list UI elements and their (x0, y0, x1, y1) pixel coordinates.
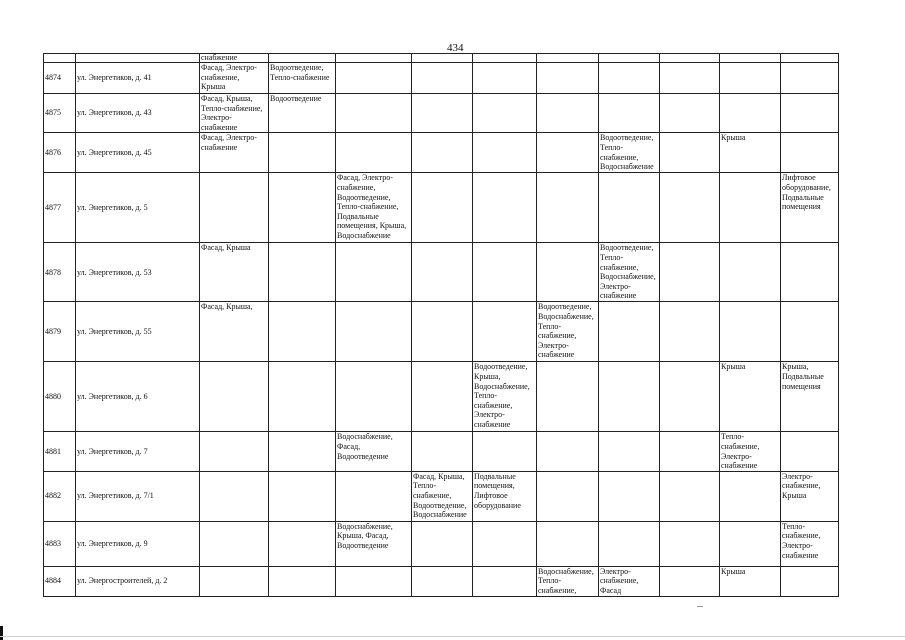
work-type-cell (473, 566, 537, 596)
table-row (44, 173, 839, 243)
table-cell (269, 54, 336, 63)
work-type-cell: Электро- снабжение, Фасад (599, 566, 660, 596)
work-type-cell (200, 471, 269, 521)
work-type-cell (412, 94, 473, 133)
table-row (44, 471, 839, 521)
work-type-cell: Электро- снабжение, Крыша (781, 471, 839, 521)
work-type-cell (781, 63, 839, 94)
row-address: ул. Энергетиков, д. 45 (76, 133, 200, 173)
table-row (44, 133, 839, 173)
work-type-cell (336, 133, 412, 173)
table-cell (473, 54, 537, 63)
work-type-cell: Водоотведение, Тепло-снабжение (269, 63, 336, 94)
work-type-cell (537, 133, 599, 173)
row-address: ул. Энергетиков, д. 41 (76, 63, 200, 94)
work-type-cell: Фасад, Электро- снабжение, Крыша (200, 63, 269, 94)
row-number: 4880 (44, 362, 76, 432)
work-type-cell (412, 173, 473, 243)
table-row (44, 432, 839, 471)
work-type-cell (660, 63, 720, 94)
work-type-cell (412, 133, 473, 173)
work-type-cell (599, 521, 660, 566)
work-type-cell: Крыша (720, 133, 781, 173)
row-address: ул. Энергостроителей, д. 2 (76, 566, 200, 596)
work-type-cell: Водоотведение, Тепло- снабжение, Водоснабжение (599, 133, 660, 173)
work-type-cell (336, 63, 412, 94)
work-type-cell: Тепло- снабжение, Электро- снабжение (720, 432, 781, 471)
table-cell (76, 54, 200, 63)
row-number: 4883 (44, 521, 76, 566)
work-type-cell (473, 173, 537, 243)
work-type-cell (537, 432, 599, 471)
work-type-cell (599, 63, 660, 94)
work-type-cell (336, 566, 412, 596)
work-type-cell (269, 302, 336, 362)
work-type-cell (537, 94, 599, 133)
work-type-cell: Фасад, Крыша (200, 243, 269, 302)
work-type-cell (660, 243, 720, 302)
table-cell (412, 54, 473, 63)
row-number: 4874 (44, 63, 76, 94)
table-row (44, 94, 839, 133)
work-type-cell (720, 521, 781, 566)
table-cell (44, 54, 76, 63)
work-type-cell (537, 362, 599, 432)
work-type-cell (781, 94, 839, 133)
work-type-cell (336, 302, 412, 362)
work-type-cell (537, 63, 599, 94)
work-type-cell (781, 432, 839, 471)
work-type-cell (473, 243, 537, 302)
work-type-cell (269, 471, 336, 521)
work-type-cell: Тепло- снабжение, Электро- снабжение (781, 521, 839, 566)
work-type-cell (720, 302, 781, 362)
work-type-cell (473, 302, 537, 362)
work-type-cell (473, 521, 537, 566)
row-address: ул. Энергетиков, д. 6 (76, 362, 200, 432)
row-address: ул. Энергетиков, д. 53 (76, 243, 200, 302)
work-type-cell: Водоотведение, Крыша, Водоснабжение, Тепло- снабжение, Электро- снабжение (473, 362, 537, 432)
work-type-cell: Фасад, Крыша, (200, 302, 269, 362)
row-address: ул. Энергетиков, д. 9 (76, 521, 200, 566)
row-number: 4878 (44, 243, 76, 302)
row-number: 4884 (44, 566, 76, 596)
row-address: ул. Энергетиков, д. 43 (76, 94, 200, 133)
row-address: ул. Энергетиков, д. 55 (76, 302, 200, 362)
work-type-cell (200, 362, 269, 432)
table-cell (336, 54, 412, 63)
table-row (44, 243, 839, 302)
work-type-cell: Фасад, Электро- снабжение (200, 133, 269, 173)
work-type-cell: Фасад, Крыша, Тепло-снабжение, Электро- снабжение (200, 94, 269, 133)
row-number: 4877 (44, 173, 76, 243)
work-type-cell (269, 432, 336, 471)
work-type-cell: Водоснабжение, Тепло- снабжение, (537, 566, 599, 596)
work-type-cell (537, 471, 599, 521)
scan-edge-mark (0, 626, 3, 640)
work-type-cell (660, 521, 720, 566)
work-type-cell: Водоснабжение, Крыша, Фасад, Водоотведение (336, 521, 412, 566)
work-type-cell (537, 243, 599, 302)
work-type-cell (660, 362, 720, 432)
work-type-cell (599, 362, 660, 432)
repair-schedule-table (43, 53, 839, 597)
work-type-cell (336, 362, 412, 432)
work-type-cell (473, 133, 537, 173)
row-address: ул. Энергетиков, д. 5 (76, 173, 200, 243)
work-type-cell (599, 471, 660, 521)
work-type-cell: Водоотведение (269, 94, 336, 133)
work-type-cell (473, 63, 537, 94)
work-type-cell (720, 243, 781, 302)
work-type-cell (412, 432, 473, 471)
work-type-cell (660, 566, 720, 596)
page-number: 434 (447, 42, 464, 54)
row-number: 4875 (44, 94, 76, 133)
table-cell (781, 54, 839, 63)
work-type-cell (599, 432, 660, 471)
scan-bottom-edge (0, 636, 905, 637)
work-type-cell (660, 432, 720, 471)
row-address: ул. Энергетиков, д. 7/1 (76, 471, 200, 521)
work-type-cell (473, 432, 537, 471)
row-number: 4876 (44, 133, 76, 173)
row-number: 4879 (44, 302, 76, 362)
work-type-cell (336, 94, 412, 133)
table-row (44, 63, 839, 94)
table-cell (599, 54, 660, 63)
work-type-cell (412, 243, 473, 302)
work-type-cell (412, 302, 473, 362)
work-type-cell (599, 302, 660, 362)
work-type-cell (781, 243, 839, 302)
table-cell: снабжение (200, 54, 269, 63)
work-type-cell (412, 521, 473, 566)
work-type-cell: Крыша (720, 566, 781, 596)
work-type-cell (200, 432, 269, 471)
work-type-cell (781, 133, 839, 173)
row-address: ул. Энергетиков, д. 7 (76, 432, 200, 471)
work-type-cell (781, 302, 839, 362)
work-type-cell: Крыша, Подвальные помещения (781, 362, 839, 432)
work-type-cell (660, 471, 720, 521)
work-type-cell (269, 173, 336, 243)
work-type-cell (412, 362, 473, 432)
table-row (44, 521, 839, 566)
work-type-cell (720, 471, 781, 521)
work-type-cell (473, 94, 537, 133)
work-type-cell: Крыша (720, 362, 781, 432)
work-type-cell: Фасад, Крыша, Тепло- снабжение, Водоотведение, Водоснабжение (412, 471, 473, 521)
table-row (44, 362, 839, 432)
row-number: 4881 (44, 432, 76, 471)
table-cell (720, 54, 781, 63)
work-type-cell (269, 566, 336, 596)
work-type-cell (720, 63, 781, 94)
work-type-cell (599, 173, 660, 243)
work-type-cell (200, 173, 269, 243)
work-type-cell (537, 173, 599, 243)
work-type-cell (269, 521, 336, 566)
work-type-cell: Лифтовое оборудование, Подвальные помещения (781, 173, 839, 243)
work-type-cell (660, 302, 720, 362)
work-type-cell (660, 94, 720, 133)
work-type-cell (412, 63, 473, 94)
work-type-cell: Водоснабжение, Фасад, Водоотведение (336, 432, 412, 471)
work-type-cell (200, 566, 269, 596)
work-type-cell: Фасад, Электро- снабжение, Водоотведение, Тепло-снабжение, Подвальные помещения, Крыша, Водоснабжение (336, 173, 412, 243)
work-type-cell (660, 173, 720, 243)
work-type-cell: Подвальные помещения, Лифтовое оборудование (473, 471, 537, 521)
row-number: 4882 (44, 471, 76, 521)
work-type-cell (412, 566, 473, 596)
scan-artifact (697, 606, 703, 607)
work-type-cell (269, 362, 336, 432)
work-type-cell (720, 94, 781, 133)
table-row (44, 302, 839, 362)
work-type-cell (781, 566, 839, 596)
work-type-cell (336, 471, 412, 521)
work-type-cell (599, 94, 660, 133)
work-type-cell (336, 243, 412, 302)
work-type-cell (537, 521, 599, 566)
work-type-cell: Водоотведение, Водоснабжение, Тепло- снабжение, Электро- снабжение (537, 302, 599, 362)
work-type-cell (269, 133, 336, 173)
work-type-cell: Водоотведение, Тепло- снабжение, Водоснабжение, Электро- снабжение (599, 243, 660, 302)
table-cell (537, 54, 599, 63)
work-type-cell (720, 173, 781, 243)
table-cell (660, 54, 720, 63)
work-type-cell (660, 133, 720, 173)
work-type-cell (269, 243, 336, 302)
table-row (44, 566, 839, 596)
work-type-cell (200, 521, 269, 566)
table-row-continuation (44, 54, 839, 63)
